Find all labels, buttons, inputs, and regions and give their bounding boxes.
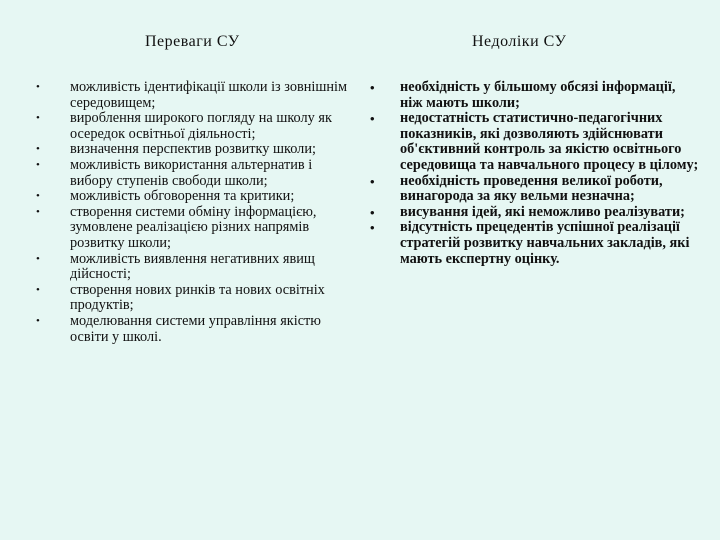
list-item-text: відсутність прецедентів успішної реалізації стратегій розвитку навчальних закладів, які мають експертну оцінку. [400,219,690,267]
list-item [360,111,720,173]
list-item [0,142,360,158]
bullet-dot-icon: • [36,81,40,93]
disadvantages-heading: Недоліки СУ [472,33,567,50]
advantages-list [0,80,360,345]
list-item [360,80,720,111]
bullet-dot-icon: • [370,173,375,189]
list-item-text: висування ідей, які неможливо реалізувати; [400,203,685,220]
bullet-dot-icon: • [370,204,375,220]
list-item-text: необхідність проведення великої роботи, винагорода за яку вельми незначна; [400,172,663,205]
list-item [0,111,360,142]
bullet-dot-icon: • [36,158,40,171]
list-item-text: створення нових ринків та нових освітніх продуктів; [70,281,325,314]
advantages-heading: Переваги СУ [145,33,240,50]
list-item [0,80,360,111]
list-item [0,252,360,283]
list-item-text: вироблення широкого погляду на школу як осередок освітньої діяльності; [70,110,332,142]
list-item-text: можливість обговорення та критики; [70,188,295,205]
list-item [0,158,360,189]
list-item-text: необхідність у більшому обсязі інформації, ніж мають школи; [400,79,676,111]
list-item [360,174,720,205]
list-item-text: можливість ідентифікації школи із зовнішнім середовищем; [70,79,348,111]
list-item [0,283,360,314]
bullet-dot-icon: • [370,80,375,95]
list-item-text: недостатність статистично-педагогічних показників, які дозволяють здійснювати об'єктивний контроль за якістю освітнього середовища та навчального процесу в цілому; [400,110,699,173]
list-item-text: створення системи обміну інформацією, зумовлене реалізацією різних напрямів розвитку школи; [70,203,317,251]
list-item [0,205,360,252]
list-item [360,205,720,221]
list-item [0,189,360,205]
list-item-text: можливість виявлення негативних явищ дійсності; [70,250,315,283]
list-item-text: моделювання системи управління якістю освіти у школі. [70,312,321,345]
bullet-dot-icon: • [370,220,375,236]
bullet-dot-icon: • [36,283,40,296]
list-item-text: визначення перспектив розвитку школи; [70,141,316,158]
bullet-dot-icon: • [36,112,40,125]
disadvantages-list [360,80,720,267]
list-item [0,314,360,345]
bullet-dot-icon: • [36,190,40,203]
bullet-dot-icon: • [370,111,375,127]
list-item [360,220,720,267]
bullet-dot-icon: • [36,205,40,218]
bullet-dot-icon: • [36,143,40,156]
list-item-text: можливість використання альтернатив і вибору ступенів свободи школи; [70,156,313,189]
bullet-dot-icon: • [36,252,40,265]
bullet-dot-icon: • [36,314,40,327]
